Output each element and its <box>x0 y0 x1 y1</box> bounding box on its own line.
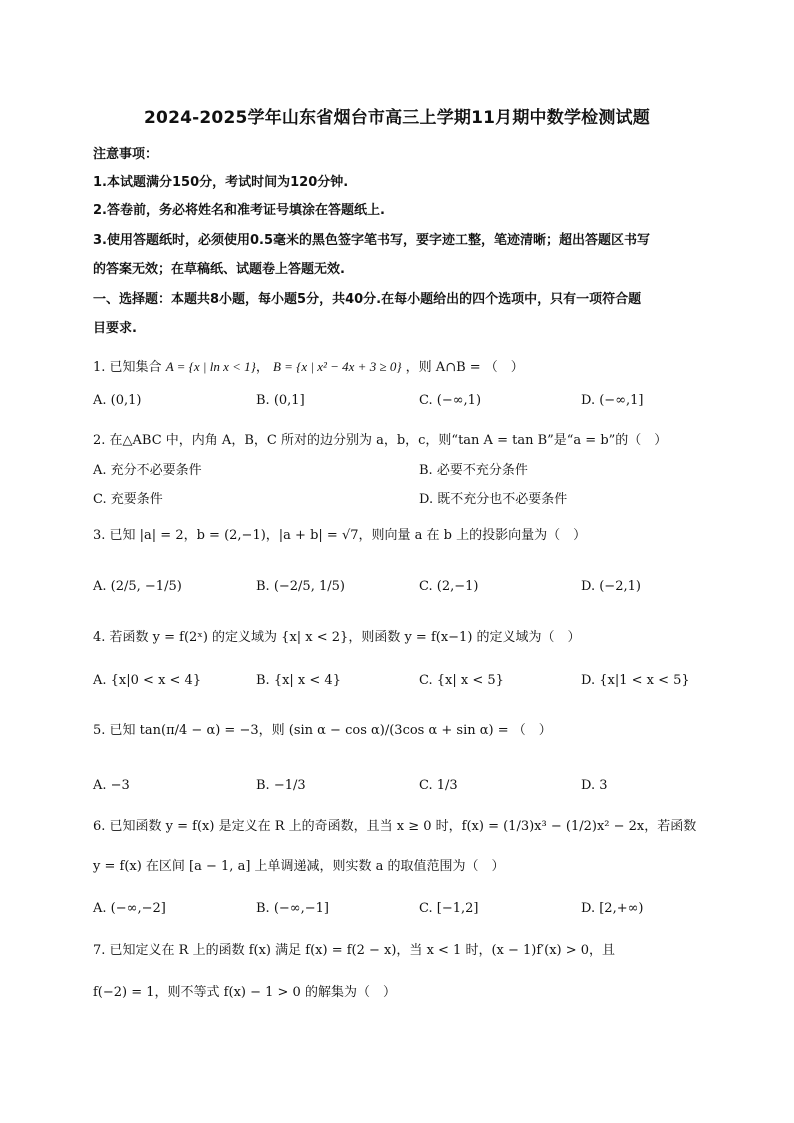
q4-option-d: D. {x|1 < x < 5} <box>581 673 690 688</box>
q5-option-b: B. −1/3 <box>256 778 306 793</box>
q4-option-a: A. {x|0 < x < 4} <box>93 673 202 688</box>
q2-option-c: C. 充要条件 <box>93 492 163 507</box>
q1-option-a: A. (0,1) <box>93 393 142 408</box>
page-title: 2024-2025学年山东省烟台市高三上学期11月期中数学检测试题 <box>144 108 650 128</box>
question-7-line-1: 7. 已知定义在 R 上的函数 f(x) 满足 f(x) = f(2 − x)，当 x < 1 时，(x − 1)f′(x) > 0，且 <box>93 943 616 958</box>
q1-option-c: C. (−∞,1) <box>419 393 482 408</box>
q3-option-c: C. (2,−1) <box>419 579 479 594</box>
note-3b: 的答案无效；在草稿纸、试题卷上答题无效. <box>93 262 345 277</box>
q2-option-d: D. 既不充分也不必要条件 <box>419 492 568 507</box>
q5-option-a: A. −3 <box>93 778 130 793</box>
q3-option-b: B. (−2/5, 1/5) <box>256 579 345 594</box>
note-2: 2.答卷前，务必将姓名和准考证号填涂在答题纸上. <box>93 203 385 218</box>
note-1: 1.本试题满分150分，考试时间为120分钟. <box>93 175 349 190</box>
q1-option-d: D. (−∞,1] <box>581 393 644 408</box>
q6-option-b: B. (−∞,−1] <box>256 901 329 916</box>
q1-option-b: B. (0,1] <box>256 393 305 408</box>
q2-option-b: B. 必要不充分条件 <box>419 463 528 478</box>
q4-option-b: B. {x| x < 4} <box>256 673 341 688</box>
question-3-stem: 3. 已知 |a| = 2，b = (2,−1)，|a + b| = √7，则向量 a 在 b 上的投影向量为（ ） <box>93 528 587 543</box>
q6-option-c: C. [−1,2] <box>419 901 479 916</box>
notes-heading: 注意事项： <box>93 147 159 162</box>
question-6-line-1: 6. 已知函数 y = f(x) 是定义在 R 上的奇函数，且当 x ≥ 0 时，f(x) = (1/3)x³ − (1/2)x² − 2x，若函数 <box>93 819 697 834</box>
note-3a: 3.使用答题纸时，必须使用0.5毫米的黑色签字笔书写，要字迹工整，笔迹清晰；超出答题区书写 <box>93 233 651 248</box>
q1-prefix: 1. 已知集合 <box>93 360 162 375</box>
q3-option-d: D. (−2,1) <box>581 579 641 594</box>
question-7-line-2: f(−2) = 1，则不等式 f(x) − 1 > 0 的解集为（ ） <box>93 985 396 1000</box>
q2-option-a: A. 充分不必要条件 <box>93 463 202 478</box>
q1-set-a: A = {x | ln x < 1} <box>165 359 256 374</box>
question-2-stem: 2. 在△ABC 中，内角 A，B，C 所对的边分别为 a，b，c，则“tan A = tan B”是“a = b”的（ ） <box>93 433 668 448</box>
question-5-stem: 5. 已知 tan(π/4 − α) = −3，则 (sin α − cos α)/(3cos α + sin α) = （ ） <box>93 723 552 738</box>
section-heading-b: 目要求. <box>93 321 137 336</box>
q5-option-d: D. 3 <box>581 778 608 793</box>
question-4-stem: 4. 若函数 y = f(2ˣ) 的定义域为 {x| x < 2}，则函数 y = f(x−1) 的定义域为（ ） <box>93 630 581 645</box>
question-1-stem: 1. 已知集合 A = {x | ln x < 1}， B = {x | x² − 4x + 3 ≥ 0} ，则 A∩B = （ ） <box>93 359 524 375</box>
q4-option-c: C. {x| x < 5} <box>419 673 504 688</box>
q1-set-b: B = {x | x² − 4x + 3 ≥ 0} <box>272 359 402 374</box>
q3-option-a: A. (2/5, −1/5) <box>93 579 182 594</box>
q6-option-a: A. (−∞,−2] <box>93 901 166 916</box>
question-6-line-2: y = f(x) 在区间 [a − 1, a] 上单调递减，则实数 a 的取值范围为（ ） <box>93 859 505 874</box>
section-heading-a: 一、选择题：本题共8小题，每小题5分，共40分.在每小题给出的四个选项中，只有一项符合题 <box>93 292 642 307</box>
q1-suffix: ，则 A∩B = （ ） <box>405 360 524 375</box>
q5-option-c: C. 1/3 <box>419 778 458 793</box>
q6-option-d: D. [2,+∞) <box>581 901 644 916</box>
